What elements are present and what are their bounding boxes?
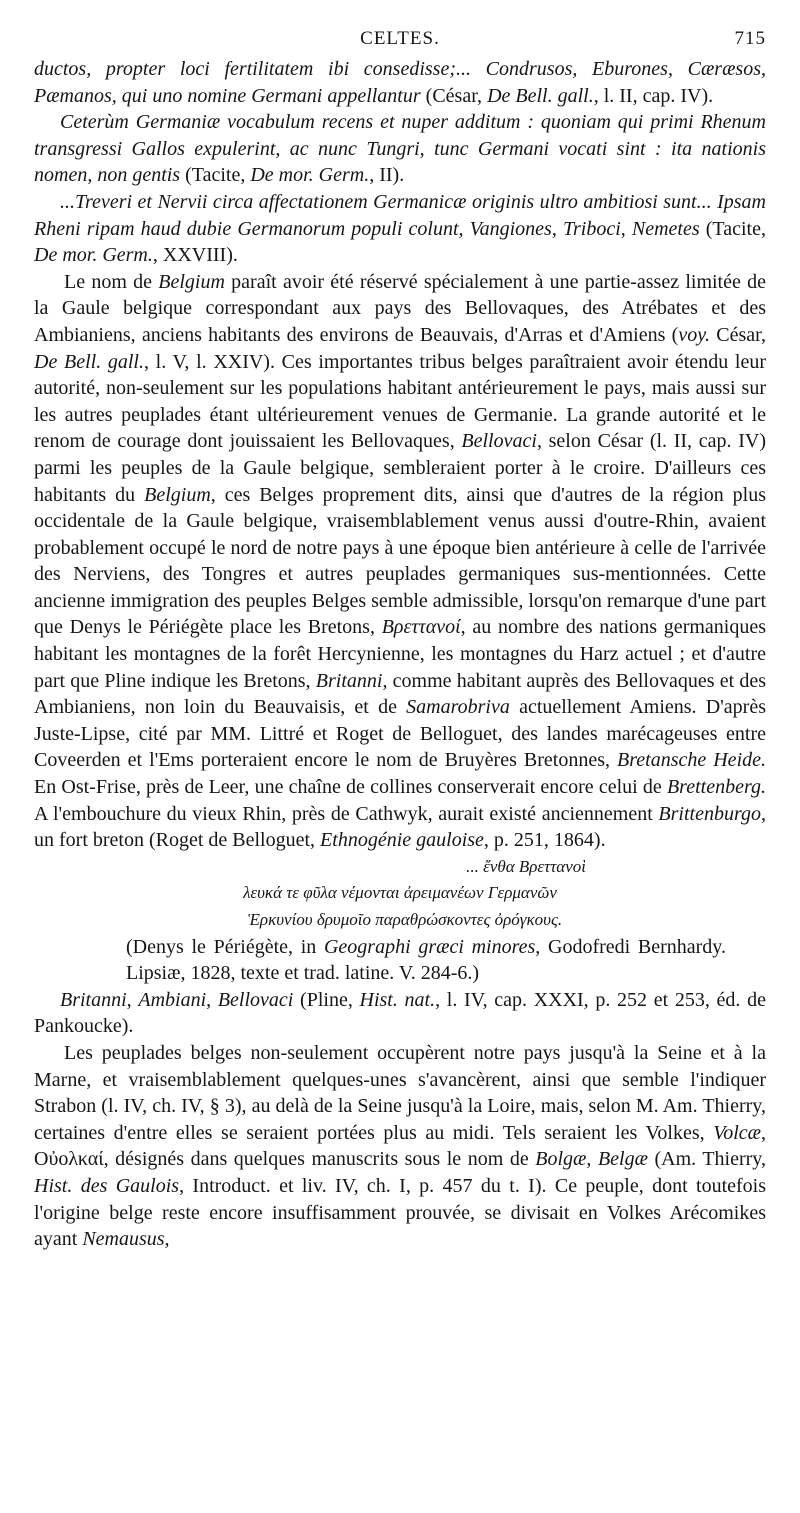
- italic-text-run: Bellovaci: [461, 430, 537, 453]
- text-run: , l. II, cap. IV).: [593, 84, 714, 107]
- italic-text-run: Brettenberg.: [666, 776, 766, 799]
- italic-text-run: Brittenburgo: [658, 802, 761, 825]
- latin-quote-tacitus-germania-ii: [34, 109, 766, 189]
- text-run: ,: [164, 1228, 170, 1251]
- italic-text-run: ductos, propter loci fertilitatem ibi consedisse;... Condrusos, Eburones, Cæræsos, Pæmanos, qui uno nomine Germani appellantur: [34, 58, 766, 107]
- paragraph-peuplades: [34, 1040, 766, 1253]
- text-run: César,: [709, 323, 766, 346]
- text-run: , ces Belges proprement dits, ainsi que d'autres de la région plus occidentale de la Gaule belgique, vraisemblablement venus aussi d'outre-Rhin, avaient probablement occupé le nord de notre pays à une époque bien antérieure à celle de l'arrivée des Nerviens, des Tongres et autres peuplades germaniques sus-mentionnées. Cette ancienne immigration des peuples Belges semble admissible, lorsqu'on remarque d'une part que Denys le Périégète place les Bretons,: [34, 483, 767, 639]
- italic-text-run: Bellovaci: [217, 988, 294, 1011]
- text-run: , Introduct. et liv. IV, ch. I, p. 457 du t. I). Ce peuple, dont toutefois l'origine belge reste encore insuffisamment prouvée, se divisait en Volkes Arécomikes ayant: [34, 1174, 766, 1251]
- italic-text-run: Nemausus: [82, 1228, 165, 1251]
- italic-text-run: Britanni: [315, 669, 383, 692]
- italic-text-run: Belgium: [144, 483, 211, 506]
- text-run: Les peuplades belges non-seulement occupèrent notre pays jusqu'à la Seine et à la Marne, et vraisemblablement quelques-unes s'avancèrent, ainsi que semble l'indiquer Strabon (l. IV, ch. IV, § 3), au delà de la Seine jusqu'à la Loire, mais, selon M. Am. Thierry, certaines d'entre elles se seraient portées plus au midi. Tels seraient les Volkes,: [34, 1041, 766, 1144]
- running-title: CELTES.: [360, 28, 440, 49]
- paragraph-belgium: [34, 269, 766, 854]
- latin-quote-tacitus-germania-xxviii: [34, 189, 766, 269]
- italic-text-run: Ambiani: [138, 988, 207, 1011]
- italic-text-run: De Bell. gall.: [487, 84, 594, 107]
- italic-text-run: Βρεττανοί: [381, 616, 461, 639]
- text-run: (Tacite,: [180, 164, 251, 187]
- italic-text-run: Ethnogénie gauloise: [320, 829, 484, 852]
- italic-text-run: De Bell. gall.: [34, 350, 144, 373]
- text-run: , selon César (l. II, cap. IV) parmi les peuples de la Gaule belgique, sembleraient porter à le croire. D'ailleurs ces habitants du: [34, 430, 766, 506]
- page-header: [34, 26, 766, 56]
- text-run: (César,: [420, 84, 488, 107]
- greek-verse-line-3: Ἑρκυνίου δρυμοῖο παραθρώσκοντες ὀρόγκους.: [247, 910, 563, 929]
- text-run: , p. 251, 1864).: [483, 829, 606, 852]
- pliny-quote: [34, 987, 766, 1040]
- text-run: ,: [126, 988, 139, 1011]
- italic-text-run: De mor. Germ.: [34, 244, 153, 267]
- italic-text-run: Ceterùm Germaniæ vocabulum recens et nuper additum : quoniam qui primi Rhenum transgressi Gallos expulerint, ac nunc Tungri, tunc Germani vocati sint : ita nationis nomen, non gentis: [34, 111, 766, 187]
- text-run: ,: [586, 1148, 598, 1171]
- text-run: ,: [206, 988, 218, 1011]
- text-run: (Denys le Périégète, in: [126, 935, 324, 958]
- text-run: , comme habitant auprès des Bellovaques et des Ambianiens, non loin du Beauvaisis, et de: [34, 669, 767, 719]
- italic-text-run: Samarobriva: [406, 696, 510, 719]
- italic-text-run: Volcæ: [713, 1121, 761, 1144]
- text-run: paraît avoir été réservé spécialement à une partie-assez limitée de la Gaule belgique correspondant aux pays des Bellovaques, des Atrébates et des Ambianiens, anciens habitants des environs de Beauvais, d'Arras et d'Amiens (: [34, 270, 766, 346]
- text-run: actuellement Amiens. D'après Juste-Lipse, cité par MM. Littré et Roget de Belloguet, des landes marécageuses entre Coveerden et l'Ems porteraient encore le nom de Bruyères Bretonnes,: [34, 696, 766, 772]
- text-run: En Ost-Frise, près de Leer, une chaîne de collines conserverait encore celui de: [34, 776, 667, 799]
- text-run: , XXVIII).: [152, 244, 238, 267]
- text-run: , l. IV, cap. XXXI, p. 252 et 253, éd. de Pankoucke).: [34, 988, 766, 1038]
- italic-text-run: voy.: [678, 323, 710, 346]
- text-run: , au nombre des nations germaniques habitant les montagnes de la forêt Hercynienne, les montagnes du Harz actuel ; et d'autre part que Pline indique les Bretons,: [34, 616, 766, 692]
- text-run: A l'embouchure du vieux Rhin, près de Cathwyk, aurait existé anciennement: [34, 802, 659, 825]
- text-run: , II).: [369, 164, 405, 187]
- italic-text-run: Belgæ: [597, 1148, 648, 1171]
- page-body: [34, 56, 766, 1253]
- italic-text-run: Bretansche Heide.: [617, 749, 766, 772]
- page-number: 715: [734, 28, 766, 49]
- latin-quote-caesar: [34, 56, 766, 109]
- text-run: , désignés dans quelques manuscrits sous le nom de: [103, 1148, 536, 1171]
- italic-text-run: ...Treveri et Nervii circa affectationem Germanicæ originis ultro ambitiosi sunt... Ipsam Rheni ripam haud dubie Germanorum populi colunt, Vangiones, Triboci, Nemetes: [34, 190, 766, 240]
- italic-text-run: Britanni: [60, 988, 127, 1011]
- italic-text-run: Bolgæ: [535, 1148, 587, 1171]
- text-run: (Tacite,: [699, 217, 766, 240]
- text-run: , Godofredi Bernhardy. Lipsiæ, 1828, texte et trad. latine. V. 284-6.): [126, 935, 727, 985]
- text-run: ,: [761, 1121, 766, 1144]
- text-run: Le nom de: [64, 270, 159, 293]
- italic-text-run: Hist. des Gaulois: [34, 1174, 180, 1197]
- italic-text-run: Belgium: [158, 270, 225, 293]
- text-run: (Pline,: [293, 988, 360, 1011]
- text-run: Οὐολκαί: [34, 1148, 104, 1171]
- greek-verse-line-2: λευκά τε φῦλα νέμονται ἀρειμανέων Γερμανῶν: [243, 883, 557, 903]
- verse-source-citation: [34, 934, 766, 987]
- italic-text-run: De mor. Germ.: [250, 164, 370, 187]
- greek-verse-line-1: ... ἔνθα Βρεττανοὶ: [466, 856, 586, 876]
- italic-text-run: Geographi græci minores: [323, 935, 536, 958]
- text-run: (Am. Thierry,: [647, 1148, 766, 1171]
- text-run: , un fort breton (Roget de Belloguet,: [34, 802, 766, 852]
- text-run: , l. V, l. XXIV). Ces importantes tribus belges paraîtraient avoir étendu leur autorité, non-seulement sur les populations habitant antérieurement le pays, mais aussi sur les autres peuplades étant ultérieurement venues de Germanie. La grande autorité et le renom de courage dont jouissaient les Bellovaques,: [34, 350, 766, 453]
- italic-text-run: Hist. nat.: [359, 988, 436, 1011]
